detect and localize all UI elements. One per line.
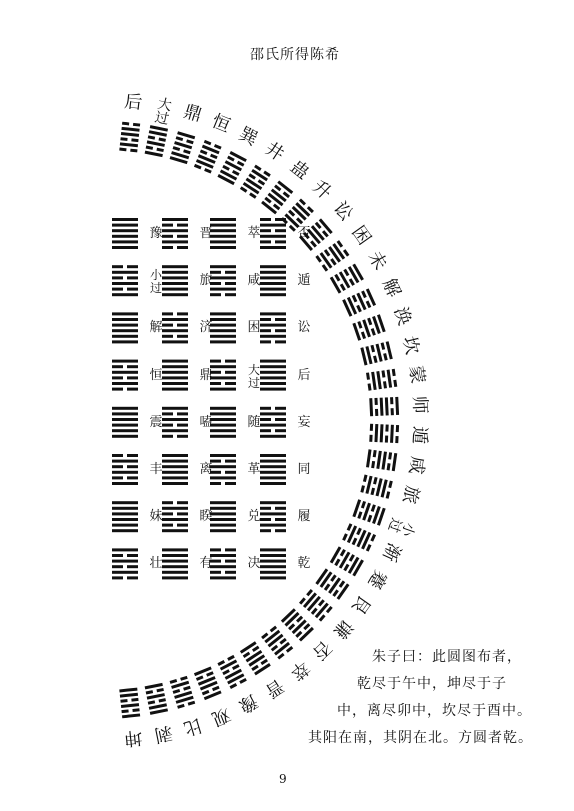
yin-gap [271,418,275,422]
yin-gap [372,457,377,462]
arc-hexagram-name: 巽 [235,123,262,151]
yin-gap [173,234,177,238]
yin-gap [271,340,275,344]
yang-line [395,397,399,415]
yin-gap [173,412,177,416]
arc-hexagram [330,264,364,294]
arc-hexagram-name: 蛊 [285,156,313,184]
yang-line [260,246,286,249]
yin-gap [123,287,127,291]
square-hexagram-name: 讼 [297,320,311,336]
arc-hexagram-name: 谦 [328,614,357,642]
yin-gap [173,523,177,527]
yin-gap [123,276,127,280]
yang-line [112,240,138,243]
yang-line [112,571,138,574]
yang-line [150,708,168,715]
page-title: 邵氏所得陈希 [250,47,340,63]
yang-line [112,235,138,238]
arc-hexagram [360,474,393,499]
yang-line [243,182,260,194]
yang-line [112,507,138,510]
yin-gap [123,387,127,391]
yang-line [210,265,236,268]
yang-line [112,524,138,527]
yang-line [112,471,138,474]
yin-gap [154,699,159,704]
arc-hexagram [119,121,140,153]
yin-gap [271,518,275,522]
yin-gap [123,554,127,558]
yin-gap [123,365,127,369]
square-hexagram-name: 丰 [149,462,163,477]
yang-line [162,454,188,457]
yang-line [240,641,257,653]
square-hexagram-name: 咸 [247,273,261,289]
yin-gap [152,146,157,151]
yang-line [260,293,286,296]
arc-hexagram-name: 讼 [328,198,357,226]
yang-line [210,576,236,579]
yin-gap [221,548,225,552]
yang-line [147,693,165,700]
yang-line [210,340,236,343]
square-hexagram-name: 兑 [247,509,261,525]
square-hexagram-name: 萃 [247,226,261,241]
square-hexagram-name: 决 [247,556,261,572]
yin-gap [221,370,225,374]
yang-line [112,512,138,515]
yang-line [149,703,167,710]
arc-hexagram [145,683,168,715]
yang-line [112,407,138,410]
note-line-1: 朱子曰：此圆图布者， [372,649,522,665]
yang-line [251,169,268,181]
yang-line [246,178,263,190]
yin-gap [221,482,225,486]
yang-line [119,688,137,693]
square-hexagram-name: 妄 [297,414,311,430]
yang-line [112,324,138,327]
arc-hexagram-name: 萃 [285,656,313,684]
yang-line [120,693,138,698]
yin-gap [126,148,130,152]
arc-hexagram-name: 未 [363,248,391,275]
yang-line [292,619,307,634]
yin-gap [271,218,275,222]
yin-gap [173,312,177,316]
yin-gap [123,376,127,380]
square-hexagram-name: 革 [247,462,261,477]
yang-line [112,382,138,385]
yin-gap [271,318,275,322]
arc-hexagram-name: 晋 [261,674,288,702]
yang-line [162,340,188,343]
yang-line [112,335,138,338]
arc-hexagram-name: 坎 [398,333,424,357]
yin-gap [387,459,392,464]
yang-line [260,312,286,315]
yang-line [112,560,138,563]
yang-line [295,202,310,217]
square-hexagram-name: 大过 [247,362,260,390]
yin-gap [271,329,275,333]
yang-line [332,243,345,259]
yang-line [281,608,296,623]
square-hexagram-name: 豫 [149,226,163,241]
yang-line [121,703,139,708]
yin-gap [221,470,225,474]
yin-gap [123,576,127,580]
yang-line [112,360,138,363]
yin-gap [221,359,225,363]
yang-line [121,127,139,132]
note-line-2: 乾尽于午中，坤尽于子 [357,676,507,692]
yang-line [248,654,265,666]
yang-line [210,407,236,410]
yang-line [162,529,188,532]
yang-line [390,425,394,443]
yang-line [112,312,138,315]
yin-gap [173,223,177,227]
square-hexagram-name: 解 [149,320,163,336]
arc-hexagram-name: 师 [408,395,431,415]
yin-gap [392,376,397,381]
yin-gap [382,377,387,382]
arc-hexagram [119,688,140,719]
square-hexagram-name: 后 [297,367,311,383]
yang-line [112,371,138,374]
yin-gap [123,265,127,269]
yin-gap [374,405,378,409]
arc-hexagram [194,666,222,700]
yin-gap [367,379,372,384]
yang-line [145,151,163,158]
yang-line [112,340,138,343]
arc-hexagram [360,341,392,365]
yang-line [385,397,389,415]
yang-line [112,412,138,415]
arc-hexagram [369,424,400,443]
yang-line [112,271,138,274]
arc-hexagram-name: 蹇 [363,565,391,592]
yang-line [120,142,138,147]
square-hexagram-name: 小过 [149,268,162,296]
yin-gap [271,529,275,533]
yang-line [337,583,350,599]
arc-hexagram [170,131,196,164]
yang-line [112,318,138,321]
yin-gap [123,465,127,469]
yang-line [366,449,372,467]
yang-line [380,398,384,416]
square-hexagram-name: 妹 [149,509,163,525]
arc-hexagram-name: 大过 [153,96,173,129]
yang-line [162,482,188,485]
arc-hexagram-name: 剥 [152,721,175,746]
yin-gap [173,334,177,338]
yang-line [112,424,138,427]
yang-line [328,577,341,593]
square-hexagram-name: 同 [297,462,311,477]
yang-line [210,388,236,391]
yin-gap [385,431,389,435]
arc-hexagram [342,288,376,316]
yang-line [260,482,286,485]
yang-line [210,501,236,504]
yang-line [210,246,236,249]
arc-hexagram [169,675,195,709]
arc-hexagram-name: 恒 [208,110,234,138]
arc-hexagram [366,369,398,391]
yang-line [162,407,188,410]
square-hexagram-name: 恒 [149,367,163,383]
arc-hexagram-name: 旅 [398,483,424,507]
yang-line [260,360,286,363]
yang-line [162,576,188,579]
arc-hexagram [315,568,349,599]
yang-line [381,451,387,469]
yang-line [112,518,138,521]
arc-hexagram [369,397,399,416]
yang-line [112,460,138,463]
yang-line [112,529,138,532]
square-hexagram-name: 离 [199,462,213,477]
arc-hexagram [299,589,333,622]
square-hexagram-name: 壮 [149,556,163,572]
square-hexagram-name: 有 [199,556,213,572]
arc-hexagram [366,449,397,471]
yin-gap [221,293,225,297]
arc-hexagram [217,151,246,185]
yin-gap [173,434,177,438]
yin-gap [271,406,275,410]
square-hexagram-name: 遁 [297,273,311,289]
arc-hexagram [261,625,294,660]
arc-hexagram [281,608,314,641]
yang-line [260,435,286,438]
yang-line [284,612,299,627]
yin-gap [369,431,373,435]
yin-gap [221,459,225,463]
yang-line [112,501,138,504]
yang-line [374,424,378,442]
yang-line [112,218,138,221]
yang-line [260,576,286,579]
yang-line [380,424,384,442]
arc-hexagram [240,164,271,199]
yang-line [315,568,328,584]
yang-line [371,372,377,390]
square-hexagram-name: 震 [149,414,163,430]
yin-gap [390,404,394,408]
square-hexagram-name: 旅 [199,273,213,289]
yin-gap [154,136,159,141]
yang-line [147,140,165,147]
yang-line [260,501,286,504]
arc-hexagram-name: 困 [347,222,375,249]
yin-gap [123,565,127,569]
yang-line [162,265,188,268]
yin-gap [127,698,131,702]
yin-gap [123,476,127,480]
yang-line [112,548,138,551]
note-line-4: 其阳在南，其阴在北。方圆者乾。 [308,730,533,746]
yang-line [387,370,393,388]
yang-line [246,650,263,662]
square-hexagram-name: 济 [199,320,213,336]
yang-line [320,252,333,268]
arc-hexagram-name: 咸 [404,454,429,476]
square-hexagram-name: 鼎 [199,367,213,383]
yang-line [210,529,236,532]
square-hexagram-name: 随 [247,414,261,430]
yang-line [149,130,167,137]
arc-hexagram [342,523,377,552]
arc-hexagram [261,180,293,214]
arc-hexagram-name: 豫 [235,689,262,717]
yin-gap [221,559,225,563]
yang-line [162,388,188,391]
square-hexagram-name: 嗑 [199,414,213,430]
arc-hexagram-name: 渐 [377,539,405,565]
arc-hexagram-name: 否 [308,636,336,665]
arc-hexagram-name: 艮 [347,590,375,618]
yang-line [210,454,236,457]
yang-line [122,713,140,718]
arc-hexagram-name: 鼎 [180,101,205,127]
yin-gap [221,270,225,274]
yin-gap [128,709,132,713]
arc-hexagram-name: 观 [208,702,234,730]
yang-line [292,206,307,221]
arc-hexagram [352,499,385,525]
yin-gap [221,382,225,386]
yang-line [112,282,138,285]
arc-hexagram-name: 涣 [389,304,416,329]
yin-gap [129,122,133,126]
yang-line [254,663,271,675]
yin-gap [173,323,177,327]
yang-line [260,548,286,551]
yin-gap [221,282,225,286]
yin-gap [271,506,275,510]
yin-gap [271,229,275,233]
yang-line [210,312,236,315]
yin-gap [173,246,177,250]
yang-line [112,418,138,421]
yin-gap [173,423,177,427]
yang-line [162,360,188,363]
arc-hexagram [315,240,350,272]
yang-line [145,683,163,690]
arc-hexagram-name: 小过 [384,515,418,539]
yang-line [112,224,138,227]
square-hexagram-name: 履 [297,509,311,525]
arc-hexagram-name: 后 [123,90,144,114]
arc-hexagram [145,125,168,157]
yang-line [376,371,382,389]
yin-gap [395,432,399,436]
yin-gap [221,570,225,574]
yang-line [162,218,188,221]
square-hexagram-name: 否 [297,226,311,241]
arc-hexagram [240,641,271,675]
arc-hexagram-name: 遁 [408,425,431,445]
yang-line [369,398,373,416]
arc-hexagram [352,314,385,340]
square-hexagram-name: 晋 [199,226,213,241]
yang-line [260,265,286,268]
yang-line [260,454,286,457]
note-line-3: 中，离尽卯中，坎尽于酉中。 [337,703,532,719]
arc-hexagram [217,654,247,689]
square-hexagram-name: 睽 [199,509,213,525]
yin-gap [152,689,157,694]
arc-hexagram-name: 升 [308,175,336,204]
yang-line [320,571,333,587]
arc-hexagram-name: 比 [180,713,205,739]
yang-line [112,329,138,332]
square-hexagram-name: 困 [247,320,261,336]
yang-line [112,246,138,249]
arc-hexagram-name: 井 [261,138,288,166]
yang-line [112,429,138,432]
arc-hexagram-name: 解 [377,275,405,301]
arc-hexagram [330,546,364,576]
arc-hexagram-name: 蒙 [404,364,429,386]
yin-gap [173,512,177,516]
yin-gap [123,454,127,458]
yin-gap [271,240,275,244]
yang-line [121,132,139,137]
yin-gap [271,429,275,433]
yang-line [112,435,138,438]
yang-line [210,435,236,438]
yang-line [112,293,138,296]
yang-line [210,218,236,221]
arc-hexagram [194,139,222,174]
square-hexagram-name: 乾 [297,556,311,572]
page-number: 9 [279,772,287,786]
yang-line [376,451,382,469]
square-hexagram-bars [112,218,286,580]
yang-line [392,453,398,471]
yin-gap [173,501,177,505]
yang-line [162,548,188,551]
yang-line [112,229,138,232]
yang-line [112,482,138,485]
yin-gap [127,137,131,141]
arc-hexagram-name: 坤 [123,726,144,750]
yang-line [328,246,341,262]
